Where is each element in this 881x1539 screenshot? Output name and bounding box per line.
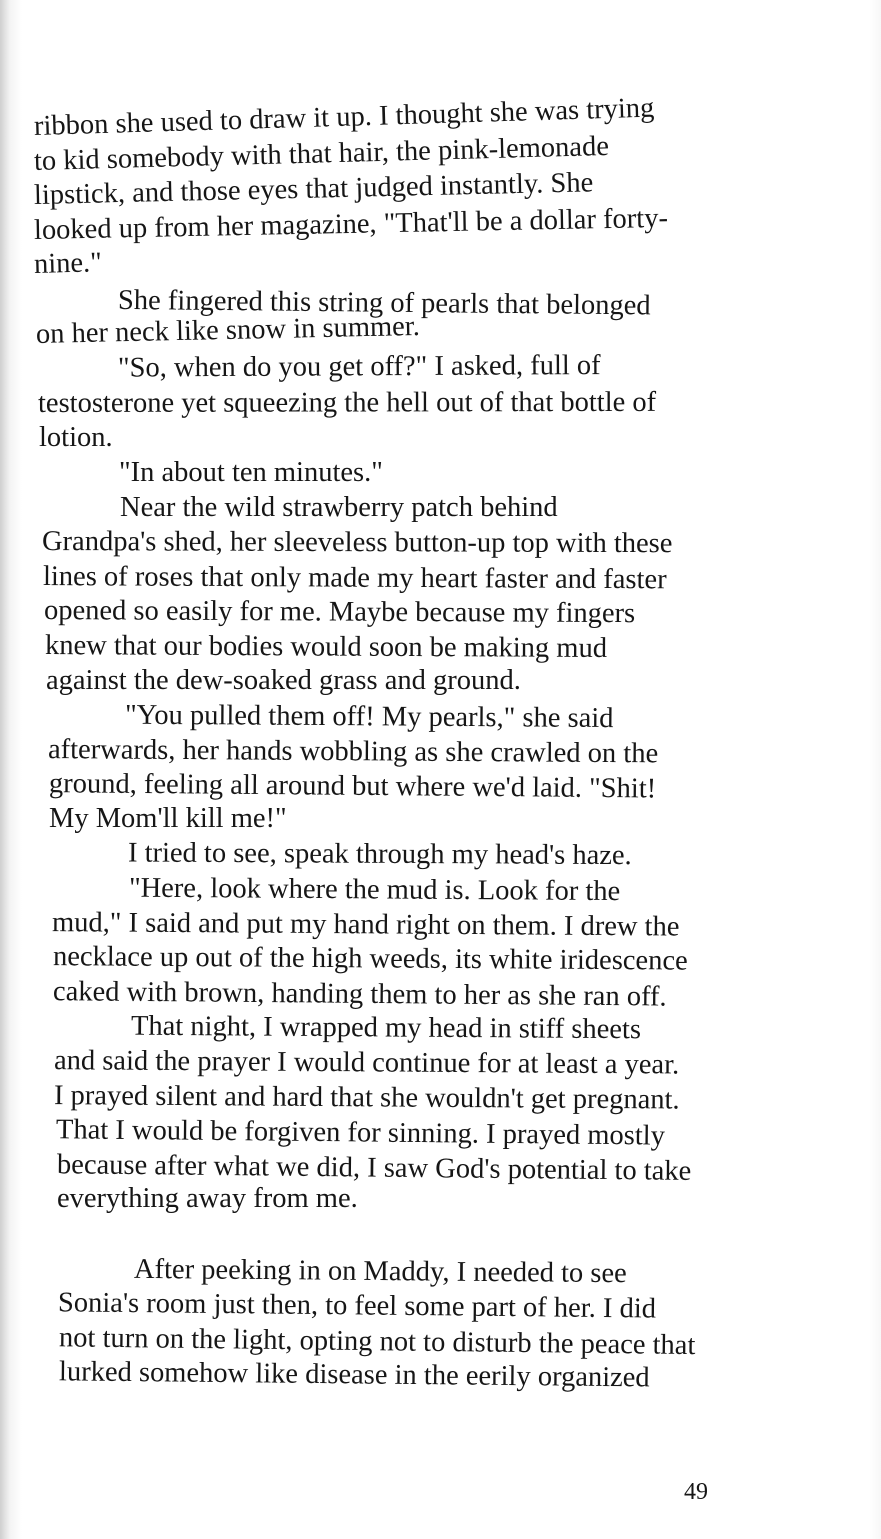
text-line: mud," I said and put my hand right on them. I drew the: [51, 906, 680, 943]
body-text: [33, 92, 714, 1394]
text-line: afterwards, her hands wobbling as she crawled on the: [47, 733, 659, 770]
text-line: lipstick, and those eyes that judged instantly. She: [33, 167, 594, 212]
text-line: Sonia's room just then, to feel some part of her. I did: [57, 1287, 657, 1325]
text-line: not turn on the light, opting not to disturb the peace that: [58, 1322, 696, 1361]
text-line: testosterone yet squeezing the hell out of that bottle of: [37, 386, 657, 419]
text-line: knew that our bodies would soon be making mud: [44, 629, 608, 664]
text-line: "You pulled them off! My pearls," she said: [124, 699, 614, 735]
text-line: and said the prayer I would continue for at least a year.: [53, 1045, 680, 1081]
text-line: I tried to see, speak through my head's haze.: [127, 837, 632, 872]
text-line: Near the wild strawberry patch behind: [120, 491, 558, 523]
text-line: My Mom'll kill me!": [49, 802, 287, 834]
text-line: "So, when do you get off?" I asked, full of: [117, 350, 601, 384]
text-line: on her neck like snow in summer.: [35, 310, 421, 350]
text-line: ribbon she used to draw it up. I thought she was trying: [33, 92, 655, 142]
text-line: ground, feeling all around but where we'd laid. "Shit!: [48, 768, 657, 805]
text-line: That night, I wrapped my head in stiff sheets: [130, 1011, 642, 1046]
text-line: because after what we did, I saw God's potential to take: [56, 1149, 692, 1187]
text-line: nine.": [33, 247, 103, 281]
text-line: everything away from me.: [57, 1183, 358, 1215]
text-line: She fingered this string of pearls that belonged: [117, 284, 651, 322]
text-line: I prayed silent and hard that she wouldn't get pregnant.: [53, 1079, 680, 1116]
text-line: That I would be forgiven for sinning. I prayed mostly: [55, 1114, 666, 1152]
text-line: caked with brown, handing them to her as she ran off.: [52, 976, 667, 1013]
text-line: necklace up out of the high weeds, its white iridescence: [52, 941, 688, 977]
paragraph-gap: [34, 1217, 714, 1252]
text-line: opened so easily for me. Maybe because my fingers: [43, 595, 636, 630]
text-line: lotion.: [39, 422, 113, 454]
text-line: Grandpa's shed, her sleeveless button-up top with these: [41, 526, 673, 560]
text-line: After peeking in on Maddy, I needed to see: [133, 1253, 627, 1289]
text-line: looked up from her magazine, "That'll be a dollar forty-: [33, 202, 669, 246]
text-line: against the dew-soaked grass and ground.: [46, 664, 521, 696]
text-line: "In about ten minutes.": [119, 456, 383, 488]
text-line: lurked somehow like disease in the eerily organized: [58, 1356, 650, 1394]
page-number: 49: [684, 1479, 708, 1505]
text-line: "Here, look where the mud is. Look for the: [128, 872, 621, 908]
text-line: lines of roses that only made my heart faster and faster: [42, 560, 667, 596]
text-line: to kid somebody with that hair, the pink-lemonade: [33, 130, 610, 177]
